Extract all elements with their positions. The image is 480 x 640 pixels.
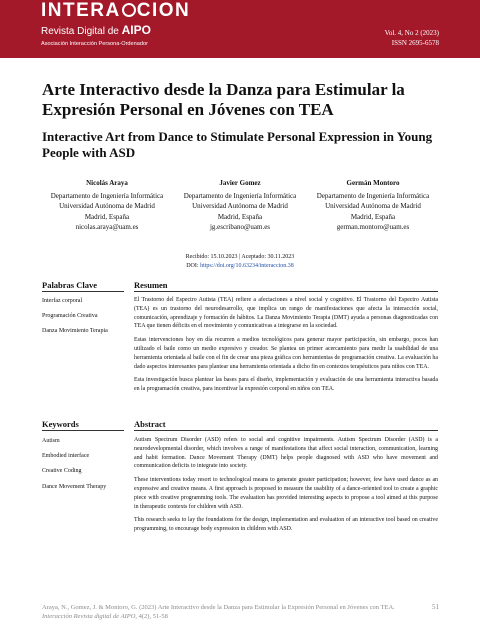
association-name: Asociación Interacción Persona-Ordenador — [41, 41, 148, 47]
author-name: Germán Montoro — [346, 179, 400, 187]
resumen-body — [134, 296, 438, 399]
keyword-item: Embodied interface — [42, 453, 90, 460]
abstract-paragraph: This research seeks to lay the foundations for the design, implementation and evaluation of an interactive tool based on creative programming, to encourage body expression in children with ASD. — [134, 517, 438, 533]
resumen-paragraph: Estas intervenciones hoy en día recurren a medios tecnológicos para generar mayor participación, sin embargo, pocos han utilizado el baile como un medio expresivo y creador. Se plantea un primer acercamiento para medir la usabilidad de una herramienta orientada al baile con el fin de crear una pieza gráfica con herramientas de programación creativa. La evaluación ha dado aspectos interesantes para plantear una herramienta orientada a dicho fin en contextos terapéuticos para niños con TEA. — [134, 337, 438, 370]
issn: ISSN 2695-6578 — [391, 39, 439, 47]
publication-dates — [0, 253, 480, 270]
palabras-clave-list — [42, 297, 124, 343]
resumen-paragraph: El Trastorno del Espectro Autista (TEA) refiere a afectaciones a nivel social y cognitivo. El Trastorno del Espectro Autista (TEA) es un trastorno del neurodesarrollo, que implica un rango de manifestaciones que afecta la interacción social, comunicación, aprendizaje y formación de hábitos. La Danza Movimiento Terapia (DMT) ayuda a personas diagnosticadas con TEA que tienen déficits en el movimiento y comunicativas a integrarse en la sociedad. — [134, 297, 438, 330]
author-3 — [308, 178, 438, 233]
doi-link[interactable]: https://doi.org/10.63234/interaccion.38 — [200, 262, 294, 269]
author-email[interactable]: german.montoro@uam.es — [336, 223, 410, 231]
citation-footer: Araya, N., Gomez, J. & Montoro, G. (2023) Arte Interactivo desde la Danza para Estimular la Expresión Personal en Jóvenes con TEA. Interacción Revista digital de AIPO, 4(2), 51-58 — [42, 604, 395, 620]
article-title-en: Interactive Art from Dance to Stimulate Personal Expression in Young People with ASD — [42, 129, 433, 160]
abstract-paragraph: Autism Spectrum Disorder (ASD) refers to social and cognitive impairments. Autism Spectrum Disorder (ASD) is a neurodevelopmental disorder, which involves a range of manifestations that affect social interaction, communication, learning and habit formation. Dance Movement Therapy (DMT) helps people diagnosed with ASD who have movement and communication deficits to integrate into society. — [134, 437, 438, 470]
citation-journal: Interacción Revista digital de AIPO — [42, 613, 136, 620]
author-email[interactable]: nicolas.araya@uam.es — [75, 223, 139, 231]
author-department: Departamento de Ingeniería Informática — [316, 191, 430, 200]
article-title-es: Arte Interactivo desde la Danza para Estimular la Expresión Personal en Jóvenes con TEA — [42, 80, 405, 119]
author-2 — [175, 178, 305, 233]
keyword-item: Interfaz corporal — [42, 298, 83, 304]
keyword-item: Creative Coding — [42, 468, 82, 475]
page-number: 51 — [432, 603, 439, 611]
received-accepted-dates: Recibido: 15.10.2023 | Aceptado: 30.11.2023 — [185, 254, 295, 260]
palabras-clave-heading: Palabras Clave — [42, 279, 124, 292]
author-1 — [42, 178, 172, 233]
doi-line: DOI: https://doi.org/10.63234/interaccion.38 — [186, 262, 294, 269]
journal-name: Revista Digital de AIPO — [41, 23, 151, 37]
author-name: Javier Gomez — [219, 179, 261, 187]
author-university: Universidad Autónoma de Madrid — [59, 202, 155, 210]
resumen-paragraph: Esta investigación busca plantear las bases para el diseño, implementación y evaluación de una herramienta interactiva basada en la programación creativa, para incentivar la expresión corporal en niños con TEA. — [134, 377, 438, 393]
keywords-list — [42, 437, 124, 498]
keywords-heading: Keywords — [42, 418, 124, 431]
keyword-item: Autism — [42, 438, 60, 444]
volume-info — [385, 28, 439, 48]
author-city: Madrid, España — [84, 212, 130, 221]
abstract-paragraph: These interventions today resort to technological means to generate greater participation; however, few have used dance as an expressive and creative means. A first approach is proposed to measure the usability of a dance-oriented tool to create a graphic piece with creative programming tools. The evaluation has provided interesting aspects to propose a tool aimed at this purpose in therapeutic contexts for children with ASD. — [134, 477, 438, 510]
keyword-item: Dance Movement Therapy — [42, 483, 107, 490]
abstract-body — [134, 436, 438, 539]
keyword-item: Danza Movimiento Terapia — [42, 328, 108, 335]
author-university: Universidad Autónoma de Madrid — [192, 202, 288, 210]
author-city: Madrid, España — [350, 212, 396, 221]
author-email[interactable]: jg.escribano@uam.es — [209, 223, 271, 231]
keyword-item: Programación Creativa — [42, 313, 98, 320]
author-department: Departamento de Ingeniería Informática — [183, 191, 297, 200]
author-university: Universidad Autónoma de Madrid — [325, 202, 421, 210]
logo-ring-icon — [122, 3, 136, 17]
journal-logo: INTERA CION — [41, 0, 191, 21]
author-city: Madrid, España — [217, 212, 263, 221]
author-department: Departamento de Ingeniería Informática — [50, 191, 164, 200]
resumen-heading: Resumen — [134, 279, 438, 292]
volume-number: Vol. 4, No 2 (2023) — [384, 29, 439, 37]
abstract-heading: Abstract — [134, 418, 438, 431]
journal-banner — [0, 0, 480, 58]
author-name: Nicolás Araya — [86, 179, 128, 187]
